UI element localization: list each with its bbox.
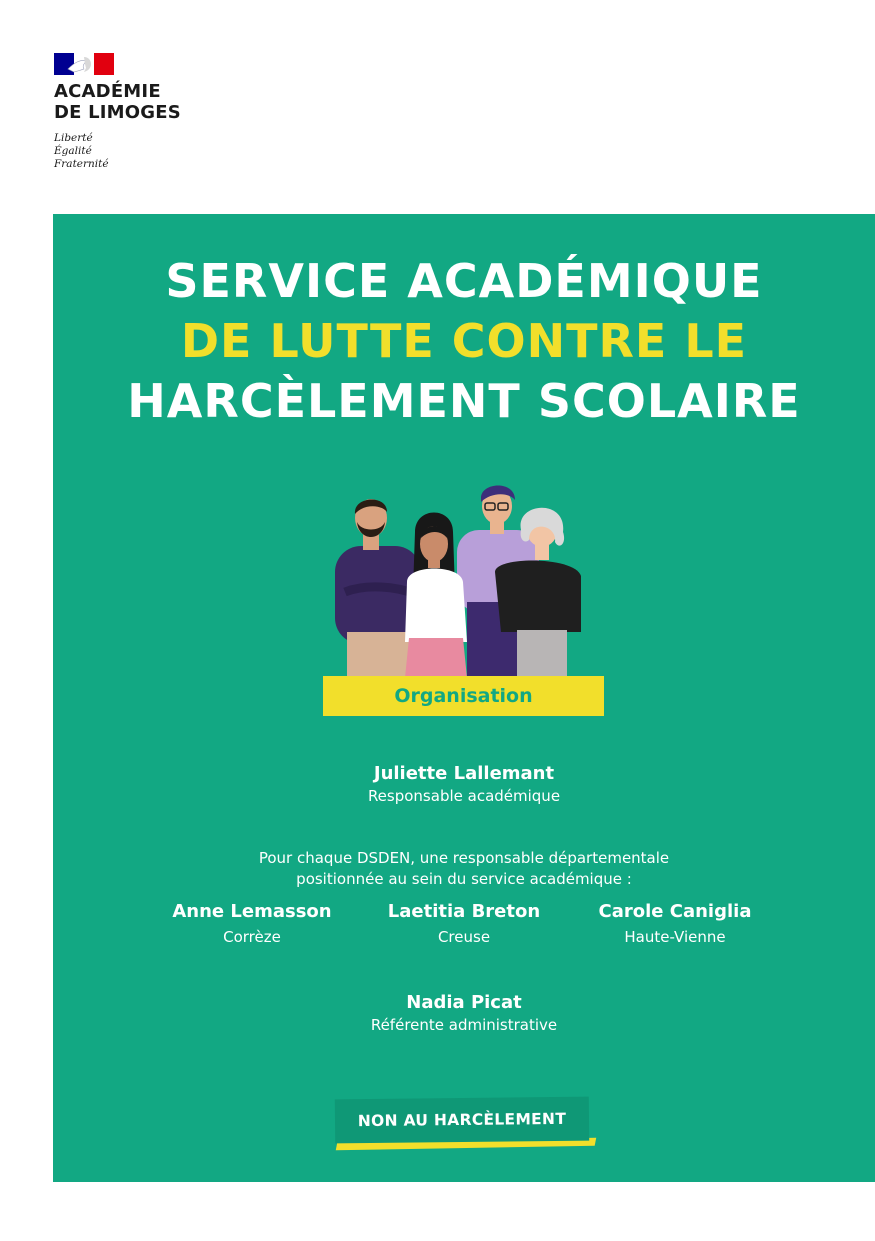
person-front-woman (405, 513, 467, 679)
motto-liberte: Liberté (54, 132, 93, 144)
lead-name: Juliette Lallemant (373, 763, 555, 784)
department-place-haute-vienne: Haute-Vienne (624, 928, 726, 946)
organisation-banner: Organisation (323, 676, 604, 716)
info-panel (53, 214, 875, 1182)
non-au-harcelement-badge (333, 1098, 599, 1158)
title-line2: DE LUTTE CONTRE LE (180, 314, 748, 368)
institution-line2: DE LIMOGES (54, 102, 181, 123)
intro-line2: positionnée au sein du service académique : (296, 870, 632, 888)
title-line1: SERVICE ACADÉMIQUE (165, 254, 763, 308)
department-place-correze: Corrèze (223, 928, 281, 946)
marianne-flag-icon (54, 53, 114, 75)
admin-role: Référente administrative (370, 1016, 558, 1034)
motto-egalite: Égalité (54, 145, 92, 157)
motto-fraternite: Fraternité (54, 158, 109, 170)
team-illustration (335, 482, 595, 678)
academie-logo (54, 53, 181, 171)
department-name-haute-vienne: Carole Caniglia (598, 901, 752, 922)
department-place-creuse: Creuse (437, 928, 491, 946)
admin-name: Nadia Picat (406, 992, 522, 1013)
title-line3: HARCÈLEMENT SCOLAIRE (127, 374, 801, 428)
dsden-intro (53, 848, 875, 890)
lead-role: Responsable académique (367, 787, 561, 805)
intro-line1: Pour chaque DSDEN, une responsable départementale (258, 849, 670, 867)
badge-label: NON AU HARCÈLEMENT (335, 1097, 589, 1144)
department-name-creuse: Laetitia Breton (387, 901, 541, 922)
department-name-correze: Anne Lemasson (172, 901, 332, 922)
institution-line1: ACADÉMIE (54, 81, 161, 102)
